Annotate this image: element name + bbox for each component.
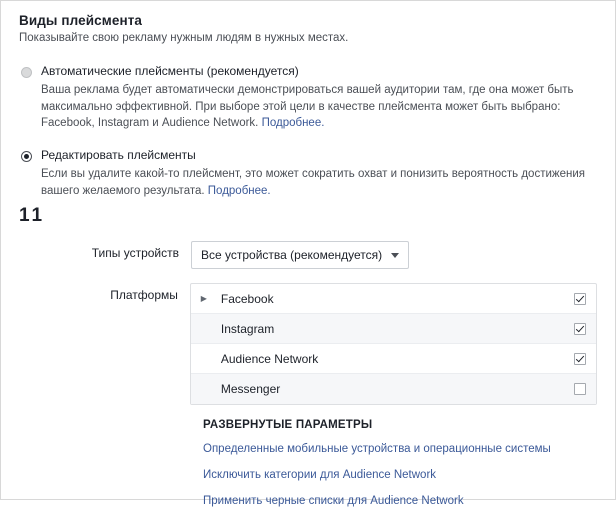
- device-types-label: Типы устройств: [91, 246, 179, 261]
- platform-checkbox-audience-network[interactable]: [574, 353, 586, 365]
- platform-name-instagram: Instagram: [220, 321, 275, 336]
- platform-name-audience-network: Audience Network: [220, 351, 319, 366]
- advanced-link-blocklists[interactable]: Применить черные списки для Audience Network: [203, 495, 464, 507]
- platform-checkbox-instagram[interactable]: [574, 323, 586, 335]
- option-automatic-placements[interactable]: [19, 64, 597, 78]
- radio-edit-placements[interactable]: [21, 151, 32, 162]
- panel-body: [1, 1, 615, 507]
- advanced-link-exclude-categories[interactable]: Исключить категории для Audience Network: [203, 469, 437, 482]
- platform-checkbox-messenger[interactable]: [574, 383, 586, 395]
- platform-item-audience-network[interactable]: [191, 344, 596, 374]
- advanced-link-devices-os[interactable]: Определенные мобильные устройства и операционные системы: [203, 443, 551, 456]
- option-automatic-placements-description: [41, 82, 596, 132]
- platform-name-messenger: Messenger: [220, 382, 281, 397]
- learn-more-link-automatic[interactable]: Подробнее.: [261, 117, 325, 130]
- platforms-row: [19, 283, 597, 405]
- advanced-parameters-title: РАЗВЕРНУТЫЕ ПАРАМЕТРЫ: [203, 419, 373, 432]
- platforms-list: [190, 283, 597, 405]
- spacer: [19, 132, 597, 148]
- advanced-parameters: [203, 419, 613, 507]
- platform-item-messenger[interactable]: [191, 374, 596, 404]
- platform-checkbox-facebook[interactable]: [574, 293, 586, 305]
- platform-item-instagram[interactable]: [191, 314, 596, 344]
- device-types-value: Все устройства (рекомендуется): [201, 248, 383, 263]
- figure-number: 11: [19, 205, 46, 227]
- option-edit-placements-description-text: Если вы удалите какой-то плейсмент, это может сократить охват и понизить вероятность достижения вашего желаемого результата.: [41, 168, 585, 197]
- chevron-down-icon: [391, 253, 399, 258]
- radio-automatic-placements[interactable]: [21, 67, 32, 78]
- learn-more-link-edit[interactable]: Подробнее.: [207, 184, 271, 197]
- option-edit-placements-label: Редактировать плейсменты: [41, 148, 196, 163]
- chevron-right-icon[interactable]: ▶: [200, 293, 207, 303]
- option-edit-placements-description: [41, 166, 596, 199]
- option-automatic-placements-description-text: Ваша реклама будет автоматически демонстрироваться вашей аудитории там, где она может быть максимально эффективной. При выборе этой цели в качестве плейсмента может быть выбрано: Facebook, Instagram и Audience Network.: [41, 84, 574, 130]
- platform-name-facebook: Facebook: [220, 291, 274, 306]
- page-subtitle: Показывайте свою рекламу нужным людям в нужных местах.: [19, 32, 349, 44]
- option-automatic-placements-label: Автоматические плейсменты (рекомендуется): [41, 64, 299, 78]
- device-types-select[interactable]: [191, 241, 409, 269]
- platforms-label: Платформы: [110, 288, 178, 303]
- platform-item-facebook[interactable]: [191, 284, 596, 314]
- page-title: Виды плейсмента: [19, 13, 143, 28]
- device-types-row: [19, 241, 597, 269]
- option-edit-placements[interactable]: [19, 148, 597, 162]
